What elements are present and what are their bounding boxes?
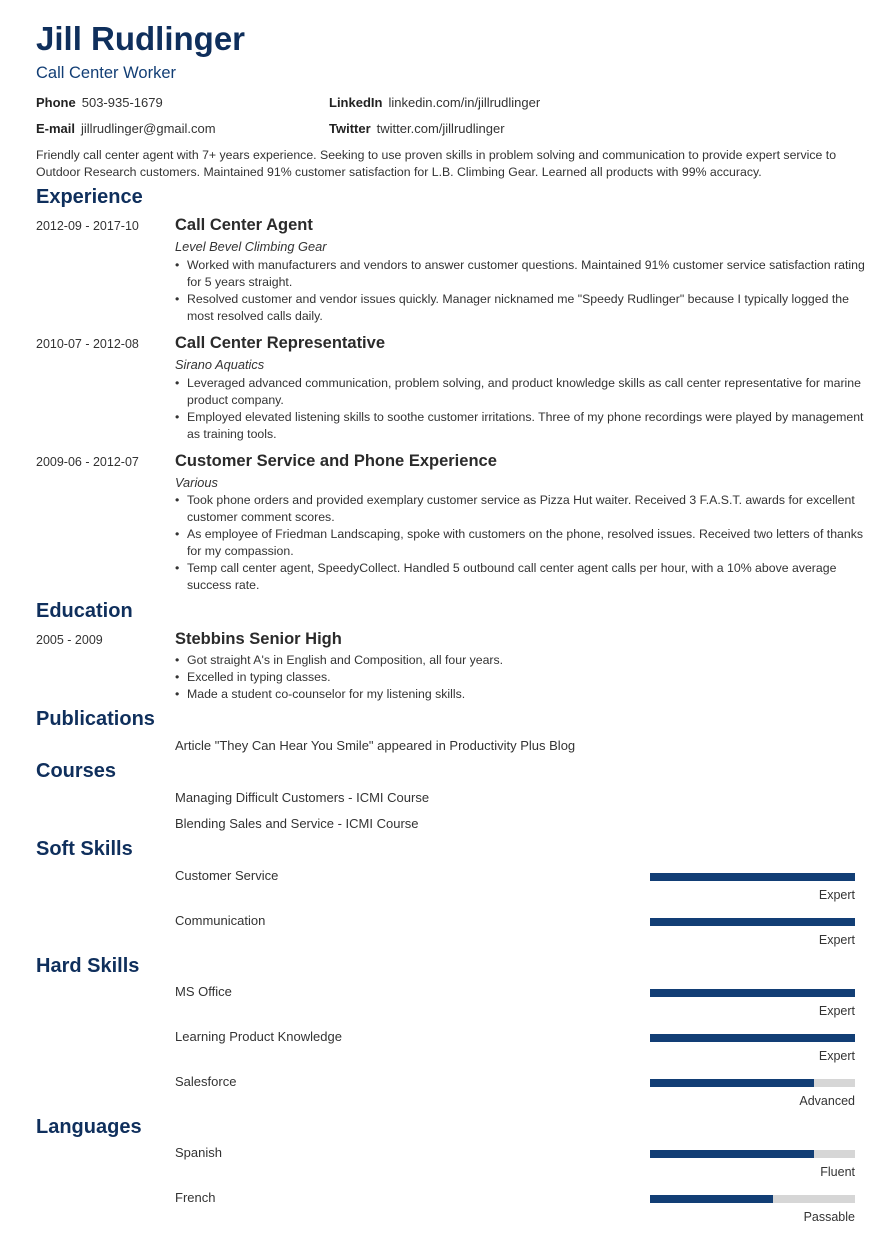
skill-bar-fill	[650, 1079, 814, 1087]
job-1-bullets	[175, 257, 865, 325]
course-item: Managing Difficult Customers - ICMI Course	[175, 790, 430, 805]
soft-skill-1-level: Expert	[818, 888, 855, 902]
language-1-bar	[650, 1150, 855, 1158]
publication-item: Article "They Can Hear You Smile" appeared in Productivity Plus Blog	[175, 738, 576, 753]
phone-value[interactable]: 503-935-1679	[81, 95, 163, 110]
contact-phone	[36, 95, 163, 110]
education-dates: 2005 - 2009	[36, 633, 103, 647]
job-2-dates: 2010-07 - 2012-08	[36, 337, 139, 351]
twitter-value[interactable]: twitter.com/jillrudlinger	[376, 121, 505, 136]
soft-skill-2-name: Communication	[175, 913, 266, 928]
candidate-name: Jill Rudlinger	[36, 20, 246, 57]
hard-skill-3-level: Advanced	[799, 1094, 855, 1108]
list-item: • Took phone orders and provided exemplary customer service as Pizza Hut waiter. Received 3 F.A.S.T. awards for excellent customer comment scores.	[175, 492, 865, 526]
contact-twitter	[329, 121, 505, 136]
job-3-title: Customer Service and Phone Experience	[175, 452, 497, 470]
list-item: • Temp call center agent, SpeedyCollect. Handled 5 outbound call center agent calls per hour, with a 10% above average success rate.	[175, 560, 865, 594]
linkedin-label: LinkedIn	[329, 95, 383, 110]
language-1-name: Spanish	[175, 1145, 222, 1160]
skill-bar-fill	[650, 1150, 814, 1158]
list-item: • Got straight A's in English and Composition, all four years.	[175, 652, 865, 669]
contact-linkedin	[329, 95, 540, 110]
hard-skill-2-bar	[650, 1034, 855, 1042]
email-label: E-mail	[36, 121, 76, 136]
section-experience: Experience	[36, 186, 143, 208]
hard-skill-1-bar	[650, 989, 855, 997]
hard-skill-1-name: MS Office	[175, 984, 232, 999]
language-2-bar	[650, 1195, 855, 1203]
job-3-bullets	[175, 492, 865, 594]
skill-bar-fill	[650, 1034, 855, 1042]
summary-text: Friendly call center agent with 7+ years experience. Seeking to use proven skills in problem solving and communication to provide expert service to Outdoor Research customers. Maintained 91% customer satisfaction for L.B. Climbing Gear. Learned all products with 99% accuracy.	[36, 148, 837, 179]
job-3-company: Various	[175, 475, 218, 490]
section-languages: Languages	[36, 1116, 142, 1138]
job-2-title: Call Center Representative	[175, 334, 385, 352]
language-1-level: Fluent	[820, 1165, 855, 1179]
job-1-dates: 2012-09 - 2017-10	[36, 219, 139, 233]
soft-skill-1-name: Customer Service	[175, 868, 279, 883]
section-education: Education	[36, 600, 133, 622]
section-soft-skills: Soft Skills	[36, 838, 133, 860]
hard-skill-3-name: Salesforce	[175, 1074, 237, 1089]
soft-skill-1-bar	[650, 873, 855, 881]
job-role: Call Center Worker	[36, 64, 176, 82]
skill-bar-fill	[650, 918, 855, 926]
list-item: • As employee of Friedman Landscaping, spoke with customers on the phone, resolved issues. Received two letters of thanks for my compassion.	[175, 526, 865, 560]
course-item: Blending Sales and Service - ICMI Course	[175, 816, 419, 831]
list-item: • Worked with manufacturers and vendors to answer customer questions. Maintained 91% customer service satisfaction rating for 5 years straight.	[175, 257, 865, 291]
hard-skill-2-level: Expert	[818, 1049, 855, 1063]
soft-skill-2-level: Expert	[818, 933, 855, 947]
education-school: Stebbins Senior High	[175, 630, 342, 648]
section-hard-skills: Hard Skills	[36, 955, 140, 977]
list-item: • Resolved customer and vendor issues quickly. Manager nicknamed me "Speedy Rudlinger" because I typically logged the most resolved calls daily.	[175, 291, 865, 325]
skill-bar-fill	[650, 873, 855, 881]
list-item: • Excelled in typing classes.	[175, 669, 865, 686]
twitter-label: Twitter	[329, 121, 371, 136]
list-item: • Employed elevated listening skills to soothe customer irritations. Three of my phone recordings were played by management as training tools.	[175, 409, 865, 443]
hard-skill-2-name: Learning Product Knowledge	[175, 1029, 342, 1044]
skill-bar-fill	[650, 1195, 773, 1203]
job-1-title: Call Center Agent	[175, 216, 313, 234]
section-publications: Publications	[36, 708, 155, 730]
job-1-company: Level Bevel Climbing Gear	[175, 239, 327, 254]
hard-skill-3-bar	[650, 1079, 855, 1087]
language-2-level: Passable	[803, 1210, 855, 1224]
list-item: • Leveraged advanced communication, problem solving, and product knowledge skills as call center representative for marine product company.	[175, 375, 865, 409]
job-3-dates: 2009-06 - 2012-07	[36, 455, 139, 469]
hard-skill-1-level: Expert	[818, 1004, 855, 1018]
email-value[interactable]: jillrudlinger@gmail.com	[81, 121, 216, 136]
list-item: • Made a student co-counselor for my listening skills.	[175, 686, 865, 703]
section-courses: Courses	[36, 760, 117, 782]
job-2-company: Sirano Aquatics	[175, 357, 265, 372]
language-2-name: French	[175, 1190, 216, 1205]
soft-skill-2-bar	[650, 918, 855, 926]
linkedin-value[interactable]: linkedin.com/in/jillrudlinger	[388, 95, 541, 110]
job-2-bullets	[175, 375, 865, 443]
contact-email	[36, 121, 216, 136]
phone-label: Phone	[36, 95, 76, 110]
skill-bar-fill	[650, 989, 855, 997]
education-bullets	[175, 652, 865, 703]
